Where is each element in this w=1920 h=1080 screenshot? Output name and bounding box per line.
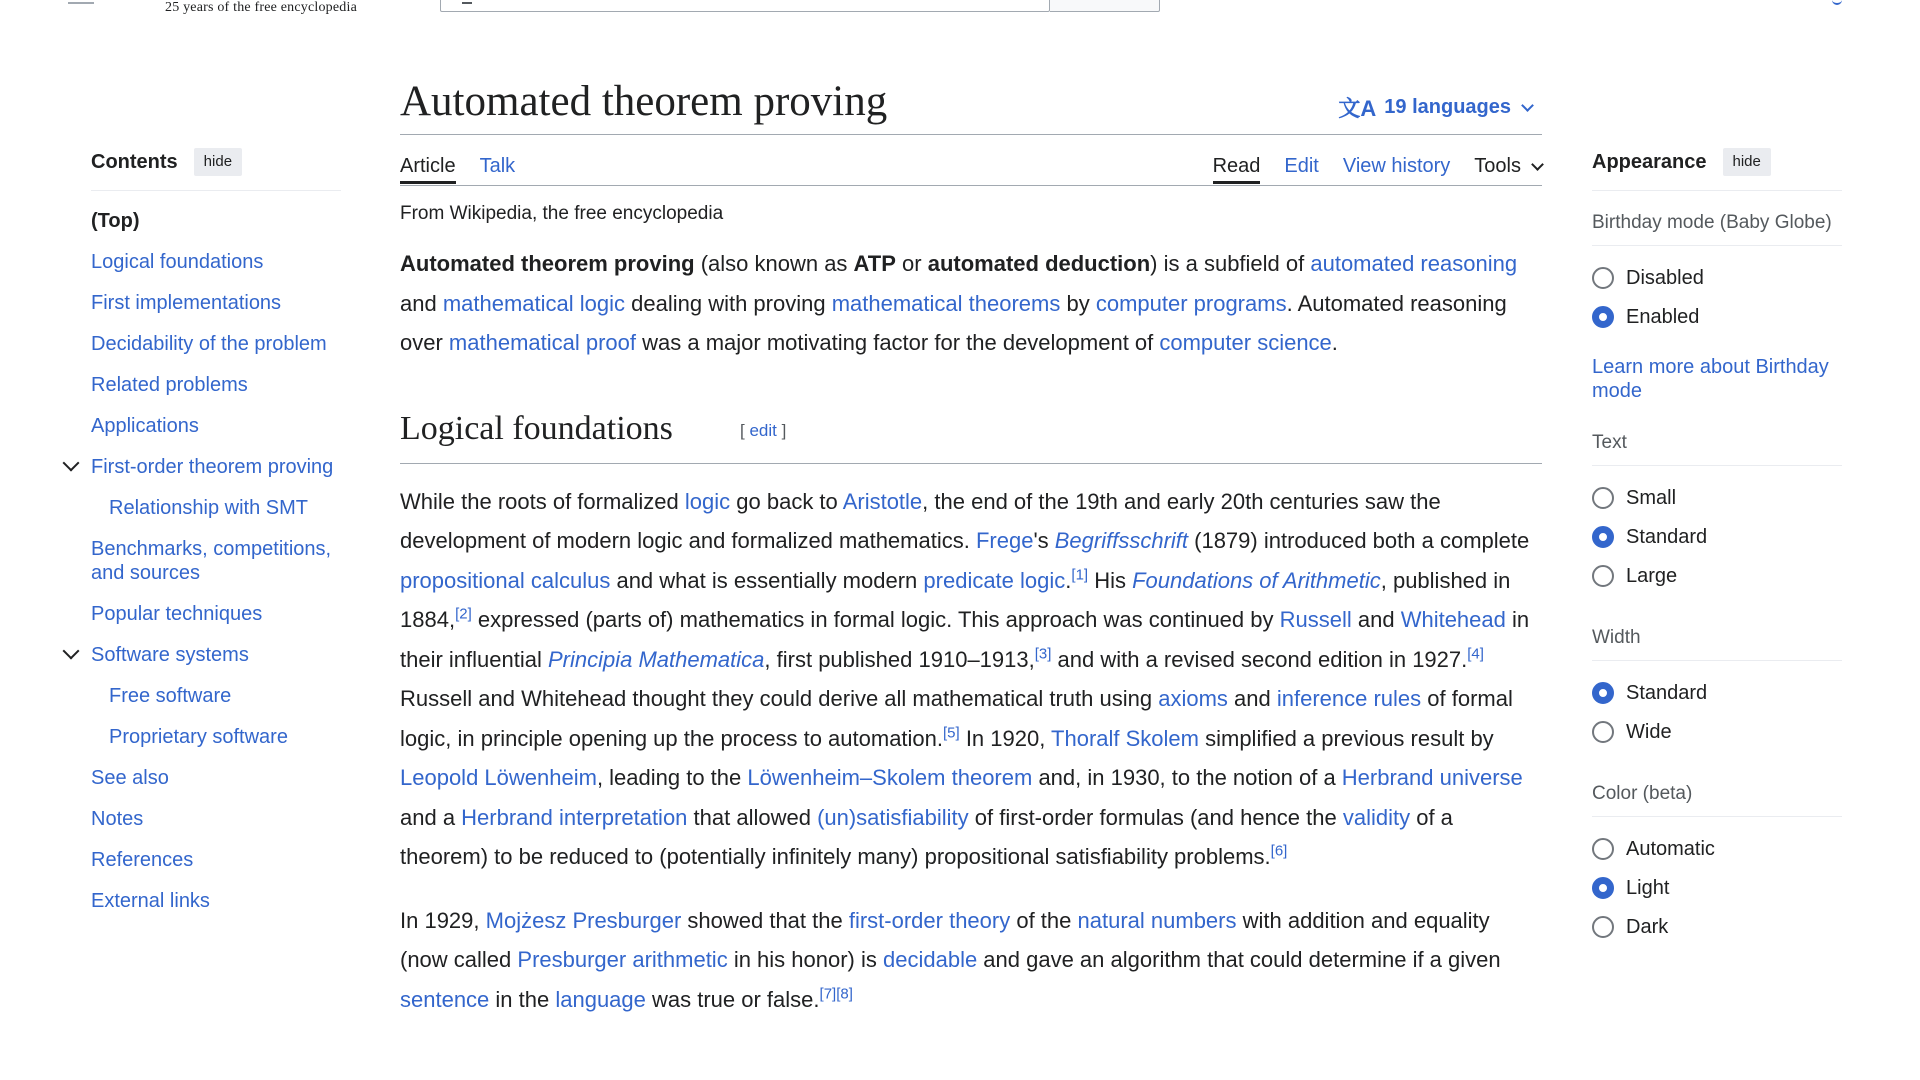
main-menu-icon[interactable] [68, 0, 94, 4]
radio-group [1592, 681, 1842, 744]
birthday-mode-group [1592, 211, 1842, 403]
text-run: simplified a previous result by [1199, 725, 1494, 751]
radio-unselected-icon[interactable] [1592, 487, 1614, 509]
text-run: His [1088, 567, 1133, 593]
main-content [400, 74, 1542, 1019]
text-run: was a major motivating factor for the development of [636, 330, 1160, 355]
article-link[interactable]: mathematical proof [448, 330, 637, 355]
toc-hide-button[interactable]: hide [194, 148, 242, 176]
citation-ref[interactable]: [4] [1467, 645, 1484, 663]
language-count: 19 languages [1384, 96, 1511, 118]
toc-item-software-systems[interactable] [91, 643, 341, 667]
article-link[interactable]: Whitehead [1400, 607, 1506, 632]
radio-group [1592, 837, 1842, 939]
article-link[interactable]: Thoralf Skolem [1051, 725, 1199, 751]
radio-unselected-icon[interactable] [1592, 565, 1614, 587]
text-size-group [1592, 431, 1842, 588]
toc-item-smt[interactable]: Relationship with SMT [109, 497, 308, 519]
text-run: . [1065, 567, 1072, 593]
radio-label: Large [1626, 564, 1678, 587]
text-size-label: Text [1592, 431, 1842, 466]
toc-title: Contents [91, 150, 178, 173]
text-run: and a [400, 804, 462, 830]
article-link[interactable]: inference rules [1276, 686, 1422, 711]
toc-item-decidability[interactable]: Decidability of the problem [91, 333, 327, 355]
toc-item-logical-foundations[interactable]: Logical foundations [91, 251, 264, 273]
learn-more-link[interactable]: Learn more about Birthday mode [1592, 356, 1829, 402]
tools-dropdown[interactable] [1474, 135, 1542, 185]
toc-item-related-problems[interactable]: Related problems [91, 374, 248, 396]
text-run: and [1351, 607, 1401, 632]
radio-option[interactable] [1592, 681, 1842, 705]
toc-item-top[interactable]: (Top) [91, 210, 140, 232]
article-link[interactable]: mathematical theorems [831, 290, 1061, 316]
article-link[interactable]: sentence [400, 986, 490, 1012]
text-run: , the end of the 19th and early 20th centuries saw the development of modern logic and formalized mathematics. [400, 488, 1441, 553]
appearance-header [1592, 148, 1842, 191]
text-run: in the [489, 986, 556, 1012]
text-run: that allowed [687, 804, 818, 830]
text-run: In 1929, [400, 907, 486, 933]
text-run: and, in 1930, to the notion of a [1032, 765, 1342, 790]
article-link[interactable]: automated reasoning [1310, 251, 1518, 276]
page-title: Automated theorem proving [400, 78, 888, 125]
text-run: by [1060, 290, 1096, 316]
radio-label: Disabled [1626, 266, 1704, 289]
citation-ref[interactable]: [3] [1034, 645, 1052, 663]
color-label: Color (beta) [1592, 782, 1842, 817]
radio-option[interactable] [1592, 305, 1842, 329]
article-link[interactable]: Begriffsschrift [1054, 528, 1189, 553]
article-link[interactable]: axioms [1158, 686, 1228, 711]
width-group [1592, 626, 1842, 744]
citation-ref[interactable]: [1] [1071, 566, 1089, 584]
tab-read[interactable]: Read [1213, 135, 1261, 184]
radio-label: Enabled [1626, 305, 1700, 328]
radio-option[interactable] [1592, 876, 1842, 900]
tab-talk[interactable]: Talk [479, 155, 516, 177]
text-run: , published in 1884, [400, 567, 1511, 632]
article-link[interactable]: Leopold Löwenheim [400, 765, 597, 790]
text-run: in their influential [400, 607, 1530, 672]
paragraph [400, 901, 1542, 1020]
section-edit-link[interactable]: [ edit ] [740, 420, 787, 440]
page-tabs [400, 135, 1542, 186]
radio-selected-icon[interactable] [1592, 526, 1614, 548]
radio-option[interactable] [1592, 564, 1842, 588]
radio-option[interactable] [1592, 837, 1842, 861]
text-run: . Automated reasoning over [400, 290, 1507, 355]
article-link[interactable]: mathematical logic [442, 290, 626, 316]
text-run: with addition and equality (now called [400, 907, 1490, 972]
text-run: showed that the [681, 907, 849, 933]
article-link[interactable]: Herbrand interpretation [461, 804, 688, 830]
text-run: (1879) introduced both a complete [1188, 528, 1530, 553]
site-subtitle: From Wikipedia, the free encyclopedia [400, 203, 724, 224]
width-label: Width [1592, 626, 1842, 661]
article-link[interactable]: propositional calculus [400, 567, 611, 593]
article-link[interactable]: Russell [1279, 607, 1352, 632]
tab-view-history[interactable]: View history [1342, 155, 1451, 177]
toc-item-applications[interactable]: Applications [91, 415, 199, 437]
article-body [400, 244, 1542, 1019]
radio-selected-icon[interactable] [1592, 306, 1614, 328]
text-run: While the roots of formalized [400, 488, 685, 514]
site-tagline: 25 years of the free encyclopedia [165, 0, 358, 15]
toc-item-external-links[interactable]: External links [91, 890, 210, 912]
article-link[interactable]: decidable [883, 947, 978, 972]
radio-group [1592, 266, 1842, 329]
article-link[interactable]: computer science [1159, 330, 1332, 355]
article-link[interactable]: logic [684, 488, 731, 514]
citation-ref[interactable]: [5] [943, 724, 960, 742]
text-run: and with a revised second edition in 1927. [1051, 646, 1468, 672]
radio-unselected-icon[interactable] [1592, 721, 1614, 743]
article-link[interactable]: language [555, 986, 646, 1012]
text-run: of the [1010, 907, 1078, 933]
radio-unselected-icon[interactable] [1592, 916, 1614, 938]
section-heading-row [400, 407, 1542, 464]
article-link[interactable]: Mojżesz Presburger [485, 907, 682, 933]
radio-label: Automatic [1626, 837, 1715, 860]
bold-term: Automated theorem proving [400, 251, 695, 276]
radio-selected-icon[interactable] [1592, 682, 1614, 704]
text-run: go back to [730, 488, 843, 514]
citation-ref[interactable]: [7] [819, 985, 837, 1003]
toc-item-label: Software systems [91, 644, 249, 666]
text-run: of first-order formulas (and hence the [968, 804, 1343, 830]
tools-label: Tools [1474, 155, 1521, 177]
text-run: and [400, 290, 443, 316]
lead-paragraph [400, 244, 1542, 363]
search-icon [462, 0, 472, 4]
language-button[interactable] [1338, 92, 1532, 123]
radio-option[interactable] [1592, 486, 1842, 510]
text-run: or [895, 251, 928, 276]
tab-article[interactable]: Article [400, 135, 456, 184]
article-link[interactable]: Presburger arithmetic [517, 947, 728, 972]
radio-group [1592, 486, 1842, 588]
article-link[interactable]: Aristotle [842, 488, 923, 514]
article-link[interactable]: Löwenheim–Skolem theorem [747, 765, 1033, 790]
section-edit-label[interactable]: edit [749, 420, 777, 440]
text-run: Russell and Whitehead thought they could derive all mathematical truth using [400, 686, 1159, 711]
toc-item-see-also[interactable]: See also [91, 767, 169, 789]
article-link[interactable]: Principia Mathematica [547, 646, 765, 672]
color-group [1592, 782, 1842, 939]
radio-label: Small [1626, 486, 1677, 509]
toc-item-proprietary-software[interactable]: Proprietary software [109, 726, 288, 748]
text-run: and gave an algorithm that could determine if a given [977, 947, 1501, 972]
text-run: in his honor) is [727, 947, 883, 972]
radio-option[interactable] [1592, 915, 1842, 939]
translate-icon: 文A [1338, 96, 1377, 121]
chevron-down-icon [1521, 99, 1534, 112]
article-link[interactable]: validity [1342, 804, 1411, 830]
user-menu-icon[interactable] [1832, 0, 1842, 5]
bold-term: automated deduction [927, 251, 1151, 276]
text-run: , first published 1910–1913, [764, 646, 1035, 672]
toc-item-popular-techniques[interactable]: Popular techniques [91, 603, 263, 625]
article-link[interactable]: Herbrand universe [1341, 765, 1523, 790]
text-run: (also known as [694, 251, 854, 276]
table-of-contents [91, 148, 341, 930]
toc-item-first-order[interactable] [91, 455, 341, 479]
citation-ref[interactable]: [8] [836, 985, 853, 1003]
article-link[interactable]: Frege [975, 528, 1034, 553]
search-input[interactable] [440, 0, 1050, 12]
chevron-down-icon[interactable] [63, 643, 80, 660]
radio-label: Light [1626, 876, 1670, 899]
radio-unselected-icon[interactable] [1592, 838, 1614, 860]
chevron-down-icon[interactable] [63, 455, 80, 472]
chevron-down-icon [1531, 158, 1544, 171]
text-run: ) is a subfield of [1150, 251, 1311, 276]
text-run: , leading to the [596, 765, 748, 790]
toc-header [91, 148, 341, 191]
toc-item-notes[interactable]: Notes [91, 808, 144, 830]
text-run: In 1920, [959, 725, 1052, 751]
toc-item-free-software[interactable]: Free software [109, 685, 232, 707]
text-run: . [1331, 330, 1338, 355]
article-link[interactable]: first-order theory [848, 907, 1011, 933]
citation-ref[interactable]: [6] [1270, 842, 1288, 860]
radio-option[interactable] [1592, 266, 1842, 290]
radio-option[interactable] [1592, 720, 1842, 744]
text-run: of formal logic, in principle opening up the process to automation. [400, 686, 1513, 751]
toc-item-label: First-order theorem proving [91, 456, 334, 478]
radio-option[interactable] [1592, 525, 1842, 549]
text-run: dealing with proving [625, 290, 832, 316]
title-row [400, 74, 1542, 135]
bold-term: ATP [853, 251, 896, 276]
article-link[interactable]: Foundations of Arithmetic [1132, 567, 1381, 593]
citation-ref[interactable]: [2] [455, 605, 472, 623]
appearance-hide-button[interactable]: hide [1723, 148, 1771, 176]
radio-unselected-icon[interactable] [1592, 267, 1614, 289]
text-run: was true or false. [645, 986, 820, 1012]
article-link[interactable]: predicate logic [923, 567, 1066, 593]
text-run: and [1227, 686, 1277, 711]
radio-label: Standard [1626, 525, 1708, 548]
text-run: 's [1033, 528, 1055, 553]
birthday-mode-label: Birthday mode (Baby Globe) [1592, 211, 1842, 246]
text-run: of a theorem) to be reduced to (potentially infinitely many) propositional satisfiability problems. [400, 804, 1453, 869]
toc-list [91, 209, 341, 913]
tab-edit[interactable]: Edit [1284, 155, 1319, 177]
radio-label: Dark [1626, 915, 1669, 938]
article-link[interactable]: computer programs [1095, 290, 1287, 316]
radio-selected-icon[interactable] [1592, 877, 1614, 899]
toc-item-benchmarks[interactable]: Benchmarks, competitions, and sources [91, 538, 332, 584]
text-run: expressed (parts of) mathematics in formal logic. This approach was continued by [471, 607, 1280, 632]
paragraph [400, 482, 1542, 877]
toc-item-references[interactable]: References [91, 849, 194, 871]
text-run: and what is essentially modern [610, 567, 924, 593]
article-link[interactable]: natural numbers [1077, 907, 1237, 933]
search-button[interactable] [1050, 0, 1160, 12]
radio-label: Wide [1626, 720, 1672, 743]
appearance-title: Appearance [1592, 150, 1707, 173]
appearance-panel [1592, 148, 1842, 954]
section-heading: Logical foundations [400, 409, 673, 447]
toc-item-first-implementations[interactable]: First implementations [91, 292, 282, 314]
radio-label: Standard [1626, 681, 1708, 704]
article-link[interactable]: (un)satisfiability [817, 804, 969, 830]
